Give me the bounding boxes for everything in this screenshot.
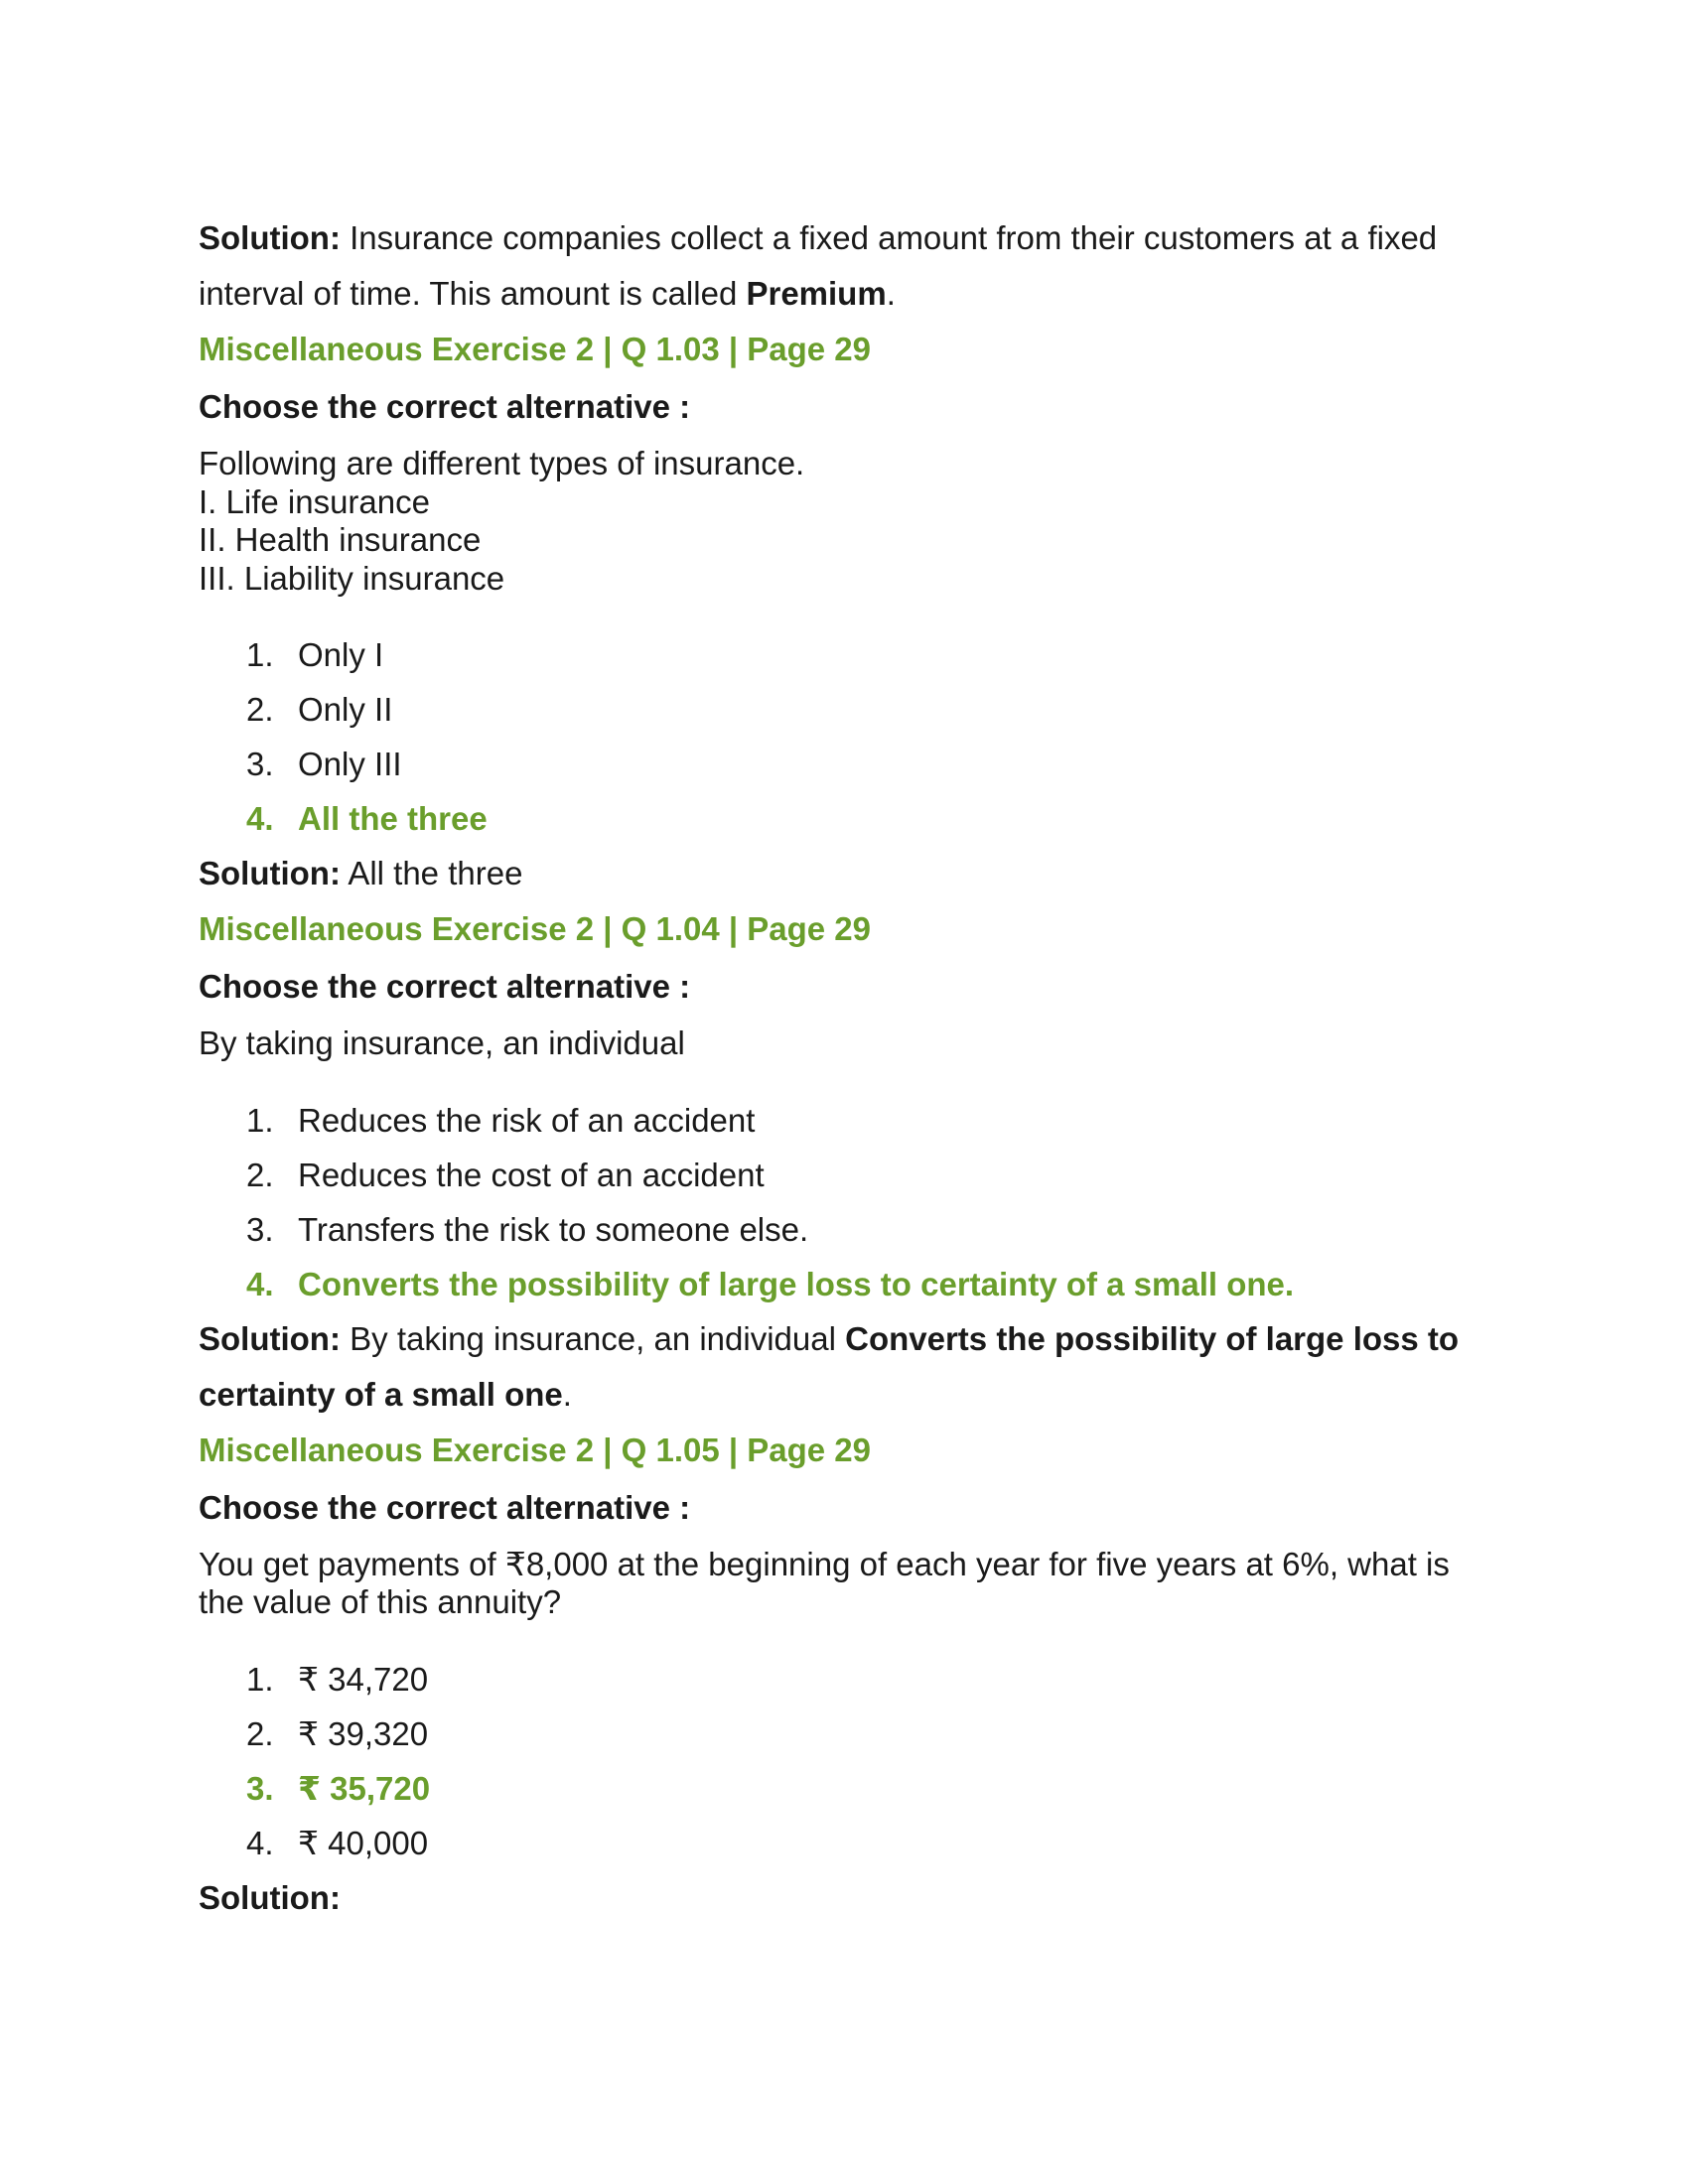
solution-text: By taking insurance, an individual (340, 1319, 846, 1357)
solution-q103 (199, 846, 1499, 901)
question-title: Choose the correct alternative : (199, 968, 691, 1005)
option-item (246, 1093, 1499, 1148)
option-number: 3. (246, 1769, 274, 1807)
option-number: 4. (246, 1265, 274, 1302)
option-number: 2. (246, 1714, 274, 1752)
question-heading-q105[interactable]: Miscellaneous Exercise 2 | Q 1.05 | Page 29 (199, 1431, 872, 1468)
options-list (199, 1652, 1499, 1870)
option-text: ₹ 34,720 (298, 1660, 429, 1698)
option-number: 2. (246, 691, 274, 728)
option-item (246, 682, 1499, 737)
options-list (199, 1093, 1499, 1311)
option-text: All the three (298, 800, 488, 837)
solution-premium (199, 210, 1499, 322)
question-line: III. Liability insurance (199, 559, 505, 597)
option-number: 1. (246, 1660, 274, 1698)
solution-label: Solution: (199, 855, 341, 891)
option-item (246, 1202, 1499, 1257)
option-item-correct (246, 1761, 1499, 1816)
option-number: 3. (246, 1210, 274, 1248)
question-heading-q104[interactable]: Miscellaneous Exercise 2 | Q 1.04 | Page 29 (199, 910, 872, 947)
solution-text: Insurance companies collect a fixed amount from their customers at a fixed interval of time. This amount is called (199, 219, 1438, 312)
solution-bold-term: Converts the possibility of large loss to certainty of a small one (199, 1319, 1460, 1413)
option-item (246, 737, 1499, 791)
option-number: 4. (246, 1824, 274, 1861)
option-number: 1. (246, 1101, 274, 1139)
option-text: Reduces the cost of an accident (298, 1156, 765, 1193)
solution-label: Solution: (199, 219, 341, 256)
question-text (199, 445, 1499, 598)
question-text: You get payments of ₹8,000 at the beginning of each year for five years at 6%, what is the value of this annuity? (199, 1545, 1450, 1620)
option-item (246, 1706, 1499, 1761)
option-text: Only II (298, 691, 393, 728)
option-number: 1. (246, 636, 274, 673)
solution-label: Solution: (199, 1878, 341, 1916)
solution-text-end: . (886, 275, 896, 312)
solution-bold-term: Premium (746, 275, 887, 312)
question-line: Following are different types of insurance. (199, 445, 805, 481)
option-number: 2. (246, 1156, 274, 1193)
option-text: Reduces the risk of an accident (298, 1101, 756, 1139)
question-heading-q103[interactable]: Miscellaneous Exercise 2 | Q 1.03 | Page 29 (199, 331, 872, 367)
option-item (246, 1816, 1499, 1870)
option-number: 3. (246, 746, 274, 782)
question-title: Choose the correct alternative : (199, 1488, 691, 1526)
solution-q104 (199, 1311, 1499, 1423)
option-item (246, 1652, 1499, 1706)
option-item-correct (246, 1257, 1499, 1311)
solution-label: Solution: (199, 1319, 341, 1357)
option-number: 4. (246, 800, 274, 837)
option-text: ₹ 40,000 (298, 1824, 429, 1861)
solution-text-end: . (562, 1375, 572, 1413)
option-text: ₹ 35,720 (298, 1769, 431, 1807)
option-item-correct (246, 791, 1499, 846)
option-item (246, 627, 1499, 682)
solution-text: All the three (340, 855, 523, 891)
option-text: Converts the possibility of large loss to certainty of a small one. (298, 1265, 1295, 1302)
question-text: By taking insurance, an individual (199, 1024, 685, 1061)
question-line: II. Health insurance (199, 521, 482, 558)
option-text: ₹ 39,320 (298, 1714, 429, 1752)
document-page (199, 210, 1499, 1926)
option-text: Only I (298, 636, 384, 673)
solution-q105 (199, 1870, 1499, 1926)
options-list (199, 627, 1499, 846)
option-text: Transfers the risk to someone else. (298, 1210, 809, 1248)
option-text: Only III (298, 746, 402, 782)
question-line: I. Life insurance (199, 482, 430, 520)
question-title: Choose the correct alternative : (199, 388, 691, 425)
option-item (246, 1148, 1499, 1202)
